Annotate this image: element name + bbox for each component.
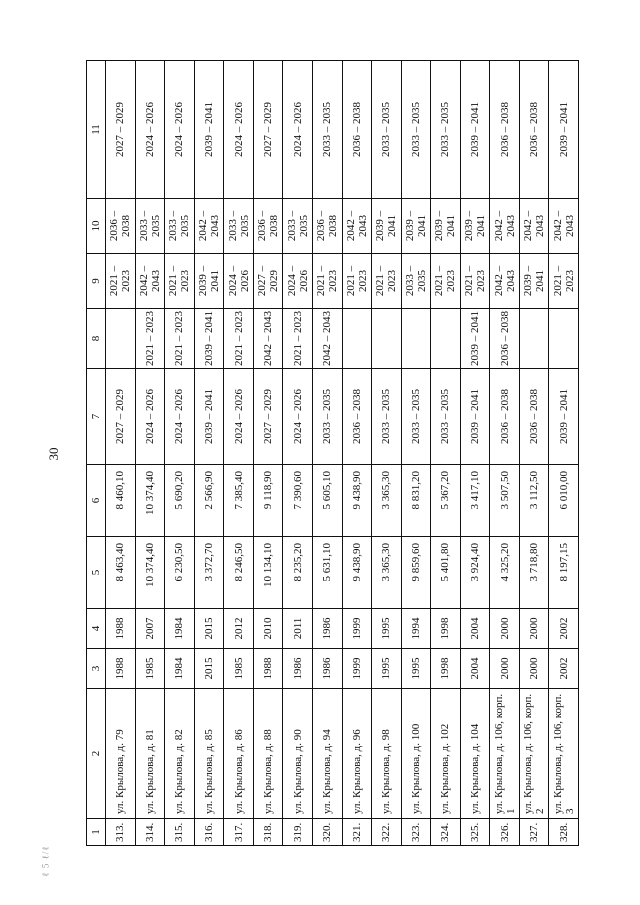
cell-col-2: ул. Крылова, д. 106, корп. 1 <box>490 689 520 819</box>
cell-col-8: 2021 – 2023 <box>165 309 195 369</box>
cell-col-7: 2033 – 2035 <box>431 369 461 465</box>
cell-col-9: 2033 – 2035 <box>401 254 431 309</box>
cell-col-4: 2010 <box>253 609 283 649</box>
cell-col-8 <box>431 309 461 369</box>
cell-col-7: 2036 – 2038 <box>342 369 372 465</box>
rotated-table-frame <box>86 61 579 846</box>
cell-col-11: 2033 – 2035 <box>372 61 402 199</box>
cell-col-1: 323. <box>401 819 431 846</box>
cell-col-5: 6 230,50 <box>165 537 195 609</box>
cell-col-9: 2021 – 2023 <box>106 254 136 309</box>
cell-col-4: 1998 <box>431 609 461 649</box>
cell-col-3: 1984 <box>165 649 195 689</box>
cell-col-11: 2024 – 2026 <box>224 61 254 199</box>
cell-col-4: 1994 <box>401 609 431 649</box>
cell-col-8: 2021 – 2023 <box>135 309 165 369</box>
cell-col-8: 2039 – 2041 <box>460 309 490 369</box>
table-row <box>135 61 165 846</box>
cell-col-2: ул. Крылова, д. 106, корп. 3 <box>549 689 579 819</box>
cell-col-11: 2033 – 2035 <box>312 61 342 199</box>
scan-mark: ℓ 5 ℓ/ℓ <box>40 845 51 877</box>
header-row <box>87 61 106 846</box>
column-header-2: 2 <box>87 689 106 819</box>
cell-col-7: 2024 – 2026 <box>283 369 313 465</box>
cell-col-1: 315. <box>165 819 195 846</box>
cell-col-5: 9 859,60 <box>401 537 431 609</box>
table-header <box>87 61 106 846</box>
table-row <box>165 61 195 846</box>
cell-col-6: 7 385,40 <box>224 465 254 537</box>
cell-col-11: 2039 – 2041 <box>460 61 490 199</box>
cell-col-11: 2027 – 2029 <box>106 61 136 199</box>
cell-col-6: 3 365,30 <box>372 465 402 537</box>
cell-col-1: 316. <box>194 819 224 846</box>
cell-col-10: 2042 – 2043 <box>549 199 579 254</box>
table-row <box>460 61 490 846</box>
cell-col-7: 2039 – 2041 <box>194 369 224 465</box>
cell-col-8 <box>519 309 549 369</box>
cell-col-7: 2033 – 2035 <box>372 369 402 465</box>
cell-col-6: 3 112,50 <box>519 465 549 537</box>
column-header-8: 8 <box>87 309 106 369</box>
cell-col-6: 9 438,90 <box>342 465 372 537</box>
cell-col-4: 1986 <box>312 609 342 649</box>
cell-col-9: 2039 – 2041 <box>519 254 549 309</box>
cell-col-2: ул. Крылова, д. 94 <box>312 689 342 819</box>
cell-col-1: 321. <box>342 819 372 846</box>
cell-col-4: 2007 <box>135 609 165 649</box>
cell-col-8: 2021 – 2023 <box>283 309 313 369</box>
cell-col-6: 5 690,20 <box>165 465 195 537</box>
cell-col-1: 326. <box>490 819 520 846</box>
cell-col-11: 2039 – 2041 <box>194 61 224 199</box>
table-row <box>490 61 520 846</box>
cell-col-7: 2036 – 2038 <box>519 369 549 465</box>
table-row <box>194 61 224 846</box>
cell-col-10: 2033 – 2035 <box>165 199 195 254</box>
cell-col-9: 2027 – 2029 <box>253 254 283 309</box>
cell-col-9: 2021 – 2023 <box>549 254 579 309</box>
cell-col-8: 2042 – 2043 <box>253 309 283 369</box>
cell-col-1: 324. <box>431 819 461 846</box>
cell-col-5: 5 401,80 <box>431 537 461 609</box>
cell-col-6: 5 605,10 <box>312 465 342 537</box>
column-header-1: 1 <box>87 819 106 846</box>
cell-col-3: 1988 <box>253 649 283 689</box>
cell-col-5: 8 246,50 <box>224 537 254 609</box>
cell-col-10: 2039 – 2041 <box>431 199 461 254</box>
table-row <box>342 61 372 846</box>
cell-col-3: 1986 <box>312 649 342 689</box>
cell-col-5: 8 235,20 <box>283 537 313 609</box>
cell-col-9: 2042 – 2043 <box>135 254 165 309</box>
cell-col-2: ул. Крылова, д. 86 <box>224 689 254 819</box>
cell-col-3: 1995 <box>401 649 431 689</box>
cell-col-11: 2036 – 2038 <box>490 61 520 199</box>
cell-col-11: 2024 – 2026 <box>283 61 313 199</box>
cell-col-3: 1999 <box>342 649 372 689</box>
column-header-9: 9 <box>87 254 106 309</box>
cell-col-6: 6 010,00 <box>549 465 579 537</box>
cell-col-2: ул. Крылова, д. 98 <box>372 689 402 819</box>
cell-col-4: 1984 <box>165 609 195 649</box>
cell-col-8 <box>401 309 431 369</box>
column-header-5: 5 <box>87 537 106 609</box>
cell-col-8: 2036 – 2038 <box>490 309 520 369</box>
cell-col-3: 2000 <box>490 649 520 689</box>
cell-col-8: 2042 – 2043 <box>312 309 342 369</box>
cell-col-5: 3 365,30 <box>372 537 402 609</box>
cell-col-8 <box>342 309 372 369</box>
table-row <box>372 61 402 846</box>
cell-col-10: 2039 – 2041 <box>401 199 431 254</box>
cell-col-1: 327. <box>519 819 549 846</box>
cell-col-8 <box>372 309 402 369</box>
cell-col-1: 322. <box>372 819 402 846</box>
cell-col-1: 320. <box>312 819 342 846</box>
cell-col-4: 1988 <box>106 609 136 649</box>
cell-col-11: 2033 – 2035 <box>401 61 431 199</box>
cell-col-7: 2039 – 2041 <box>460 369 490 465</box>
cell-col-4: 2012 <box>224 609 254 649</box>
cell-col-4: 1999 <box>342 609 372 649</box>
table-row <box>283 61 313 846</box>
table-row <box>519 61 549 846</box>
cell-col-8 <box>549 309 579 369</box>
cell-col-10: 2042 – 2043 <box>490 199 520 254</box>
cell-col-7: 2024 – 2026 <box>135 369 165 465</box>
cell-col-5: 3 718,80 <box>519 537 549 609</box>
cell-col-10: 2042 – 2043 <box>194 199 224 254</box>
cell-col-6: 8 831,20 <box>401 465 431 537</box>
cell-col-10: 2033 – 2035 <box>135 199 165 254</box>
cell-col-1: 313. <box>106 819 136 846</box>
capital-repair-table <box>86 60 579 846</box>
cell-col-6: 3 507,50 <box>490 465 520 537</box>
cell-col-2: ул. Крылова, д. 79 <box>106 689 136 819</box>
cell-col-2: ул. Крылова, д. 106, корп. 2 <box>519 689 549 819</box>
cell-col-5: 5 631,10 <box>312 537 342 609</box>
cell-col-9: 2042 – 2043 <box>490 254 520 309</box>
table-row <box>224 61 254 846</box>
table-container <box>86 61 579 846</box>
cell-col-6: 10 374,40 <box>135 465 165 537</box>
cell-col-4: 2011 <box>283 609 313 649</box>
cell-col-1: 314. <box>135 819 165 846</box>
column-header-11: 11 <box>87 61 106 199</box>
cell-col-1: 325. <box>460 819 490 846</box>
cell-col-2: ул. Крылова, д. 100 <box>401 689 431 819</box>
cell-col-4: 2000 <box>519 609 549 649</box>
cell-col-9: 2024 – 2026 <box>283 254 313 309</box>
cell-col-7: 2027 – 2029 <box>106 369 136 465</box>
cell-col-8 <box>106 309 136 369</box>
cell-col-11: 2024 – 2026 <box>135 61 165 199</box>
cell-col-2: ул. Крылова, д. 81 <box>135 689 165 819</box>
cell-col-3: 1988 <box>106 649 136 689</box>
cell-col-2: ул. Крылова, д. 102 <box>431 689 461 819</box>
cell-col-8: 2021 – 2023 <box>224 309 254 369</box>
cell-col-11: 2036 – 2038 <box>342 61 372 199</box>
cell-col-9: 2021 – 2023 <box>312 254 342 309</box>
cell-col-10: 2036 – 2038 <box>312 199 342 254</box>
cell-col-9: 2024 – 2026 <box>224 254 254 309</box>
cell-col-6: 7 390,60 <box>283 465 313 537</box>
cell-col-9: 2021 – 2023 <box>372 254 402 309</box>
cell-col-4: 2004 <box>460 609 490 649</box>
cell-col-10: 2039 – 2041 <box>372 199 402 254</box>
column-header-6: 6 <box>87 465 106 537</box>
cell-col-2: ул. Крылова, д. 104 <box>460 689 490 819</box>
cell-col-9: 2021 – 2023 <box>431 254 461 309</box>
column-header-10: 10 <box>87 199 106 254</box>
cell-col-11: 2027 – 2029 <box>253 61 283 199</box>
cell-col-11: 2024 – 2026 <box>165 61 195 199</box>
cell-col-6: 3 417,10 <box>460 465 490 537</box>
cell-col-5: 10 134,10 <box>253 537 283 609</box>
table-row <box>312 61 342 846</box>
cell-col-4: 2015 <box>194 609 224 649</box>
cell-col-5: 3 372,70 <box>194 537 224 609</box>
table-row <box>253 61 283 846</box>
cell-col-6: 8 460,10 <box>106 465 136 537</box>
table-body <box>106 61 579 846</box>
cell-col-5: 8 197,15 <box>549 537 579 609</box>
cell-col-7: 2024 – 2026 <box>224 369 254 465</box>
column-header-4: 4 <box>87 609 106 649</box>
cell-col-1: 319. <box>283 819 313 846</box>
cell-col-10: 2036 – 2038 <box>106 199 136 254</box>
cell-col-10: 2033 – 2035 <box>224 199 254 254</box>
cell-col-10: 2033 – 2035 <box>283 199 313 254</box>
cell-col-7: 2033 – 2035 <box>312 369 342 465</box>
cell-col-7: 2039 – 2041 <box>549 369 579 465</box>
table-row <box>106 61 136 846</box>
cell-col-9: 2021 – 2023 <box>342 254 372 309</box>
cell-col-6: 5 367,20 <box>431 465 461 537</box>
cell-col-3: 2004 <box>460 649 490 689</box>
cell-col-7: 2036 – 2038 <box>490 369 520 465</box>
table-row <box>549 61 579 846</box>
cell-col-5: 8 463,40 <box>106 537 136 609</box>
cell-col-6: 2 566,90 <box>194 465 224 537</box>
cell-col-4: 2002 <box>549 609 579 649</box>
cell-col-2: ул. Крылова, д. 85 <box>194 689 224 819</box>
cell-col-9: 2021 – 2023 <box>460 254 490 309</box>
cell-col-10: 2042 – 2043 <box>342 199 372 254</box>
cell-col-6: 9 118,90 <box>253 465 283 537</box>
cell-col-2: ул. Крылова, д. 88 <box>253 689 283 819</box>
cell-col-5: 9 438,90 <box>342 537 372 609</box>
cell-col-11: 2039 – 2041 <box>549 61 579 199</box>
cell-col-3: 2000 <box>519 649 549 689</box>
cell-col-3: 1985 <box>135 649 165 689</box>
cell-col-3: 2002 <box>549 649 579 689</box>
cell-col-10: 2042 – 2043 <box>519 199 549 254</box>
cell-col-2: ул. Крылова, д. 96 <box>342 689 372 819</box>
cell-col-4: 1995 <box>372 609 402 649</box>
page-number: 30 <box>46 447 61 461</box>
cell-col-10: 2036 – 2038 <box>253 199 283 254</box>
cell-col-7: 2027 – 2029 <box>253 369 283 465</box>
column-header-7: 7 <box>87 369 106 465</box>
cell-col-7: 2024 – 2026 <box>165 369 195 465</box>
cell-col-11: 2036 – 2038 <box>519 61 549 199</box>
cell-col-3: 1986 <box>283 649 313 689</box>
cell-col-5: 10 374,40 <box>135 537 165 609</box>
cell-col-4: 2000 <box>490 609 520 649</box>
cell-col-3: 1998 <box>431 649 461 689</box>
table-row <box>401 61 431 846</box>
column-header-3: 3 <box>87 649 106 689</box>
table-row <box>431 61 461 846</box>
cell-col-5: 4 325,20 <box>490 537 520 609</box>
cell-col-5: 3 924,40 <box>460 537 490 609</box>
cell-col-9: 2021 – 2023 <box>165 254 195 309</box>
cell-col-1: 318. <box>253 819 283 846</box>
cell-col-3: 1985 <box>224 649 254 689</box>
cell-col-8: 2039 – 2041 <box>194 309 224 369</box>
cell-col-1: 317. <box>224 819 254 846</box>
cell-col-3: 1995 <box>372 649 402 689</box>
cell-col-2: ул. Крылова, д. 90 <box>283 689 313 819</box>
cell-col-1: 328. <box>549 819 579 846</box>
cell-col-2: ул. Крылова, д. 82 <box>165 689 195 819</box>
cell-col-9: 2039 – 2041 <box>194 254 224 309</box>
cell-col-7: 2033 – 2035 <box>401 369 431 465</box>
cell-col-3: 2015 <box>194 649 224 689</box>
cell-col-11: 2033 – 2035 <box>431 61 461 199</box>
cell-col-10: 2039 – 2041 <box>460 199 490 254</box>
